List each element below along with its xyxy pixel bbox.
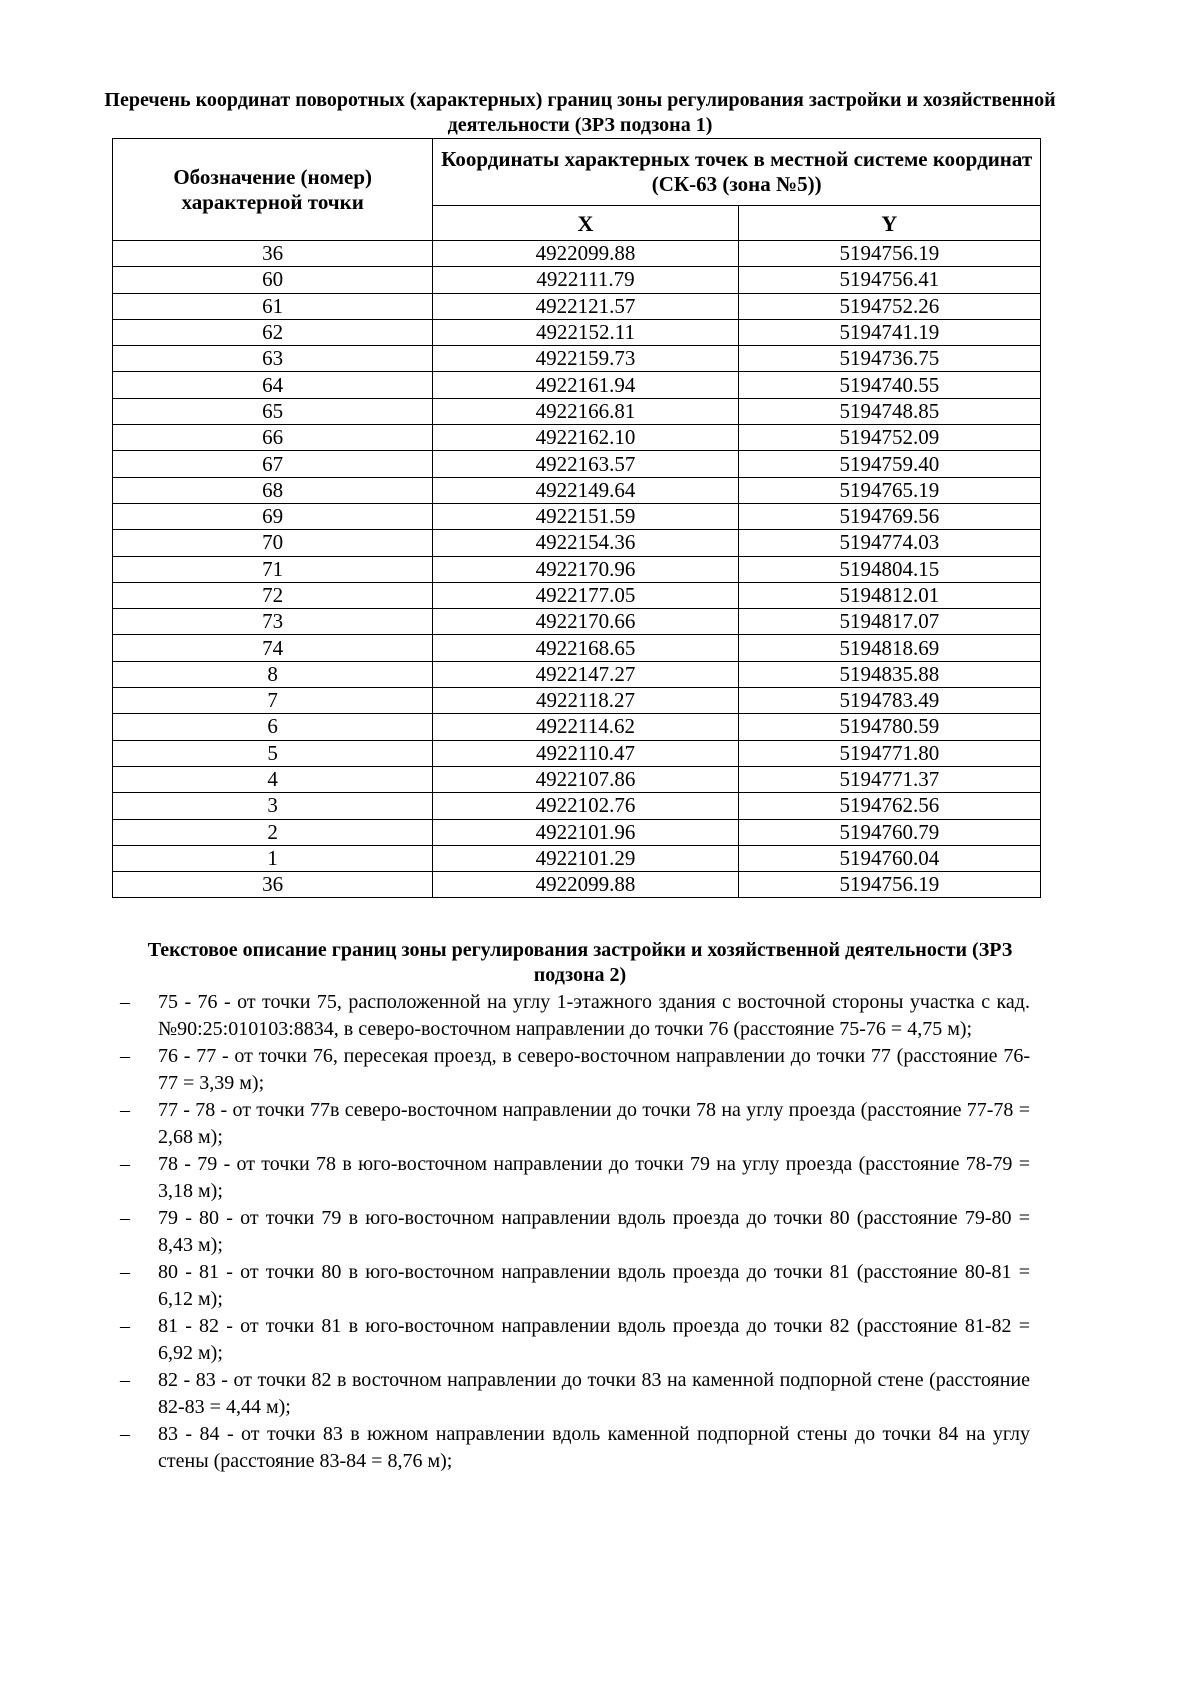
x-coordinate-cell: 4922099.88 <box>433 872 738 898</box>
x-coordinate-cell: 4922114.62 <box>433 714 738 740</box>
y-coordinate-cell: 5194762.56 <box>738 793 1040 819</box>
bullet-dash: – <box>120 991 130 1013</box>
bullet-dash: – <box>120 1369 130 1391</box>
coordinates-table-title: Перечень координат поворотных (характерных) границ зоны регулирования застройки и хозяйственной деятельности (ЗРЗ подзона 1) <box>104 89 1056 136</box>
bullet-dash: – <box>120 1261 130 1283</box>
point-number-cell: 62 <box>113 319 433 345</box>
point-number-cell: 3 <box>113 793 433 819</box>
y-coordinate-cell: 5194771.80 <box>738 740 1040 766</box>
y-coordinate-cell: 5194736.75 <box>738 346 1040 372</box>
point-number-header: Обозначение (номер) характерной точки <box>113 139 433 241</box>
point-number-cell: 64 <box>113 372 433 398</box>
x-coordinate-cell: 4922170.96 <box>433 556 738 582</box>
x-coordinate-cell: 4922121.57 <box>433 293 738 319</box>
y-coordinate-cell: 5194752.09 <box>738 425 1040 451</box>
point-number-cell: 65 <box>113 398 433 424</box>
point-number-cell: 66 <box>113 425 433 451</box>
y-coordinate-cell: 5194817.07 <box>738 609 1040 635</box>
y-coordinate-cell: 5194780.59 <box>738 714 1040 740</box>
bullet-dash: – <box>120 1099 130 1121</box>
table-row <box>113 872 1041 898</box>
point-number-cell: 70 <box>113 530 433 556</box>
boundary-segment-item <box>118 1097 1030 1151</box>
table-row <box>113 819 1041 845</box>
point-number-cell: 71 <box>113 556 433 582</box>
point-number-cell: 2 <box>113 819 433 845</box>
table-row <box>113 503 1041 529</box>
boundary-description-list <box>118 989 1030 1475</box>
coordinates-table-body <box>113 241 1041 898</box>
point-number-cell: 4 <box>113 766 433 792</box>
x-coordinate-cell: 4922099.88 <box>433 241 738 267</box>
boundary-segment-text: 79 - 80 - от точки 79 в юго-восточном направлении вдоль проезда до точки 80 (расстояние 79-80 = 8,43 м); <box>158 1207 1030 1256</box>
x-coordinate-cell: 4922152.11 <box>433 319 738 345</box>
point-number-cell: 7 <box>113 688 433 714</box>
boundary-segment-item <box>118 1421 1030 1475</box>
x-coordinate-cell: 4922110.47 <box>433 740 738 766</box>
boundary-segment-item <box>118 989 1030 1043</box>
point-number-cell: 63 <box>113 346 433 372</box>
table-row <box>113 293 1041 319</box>
boundary-segment-text: 75 - 76 - от точки 75, расположенной на углу 1-этажного здания с восточной стороны участка с кад. №90:25:010103:8834, в северо-восточном направлении до точки 76 (расстояние 75-76 = 4,75 м); <box>158 991 1030 1040</box>
x-coordinate-cell: 4922177.05 <box>433 582 738 608</box>
point-number-cell: 60 <box>113 267 433 293</box>
x-coordinate-cell: 4922168.65 <box>433 635 738 661</box>
y-coordinate-cell: 5194748.85 <box>738 398 1040 424</box>
boundary-segment-text: 82 - 83 - от точки 82 в восточном направлении до точки 83 на каменной подпорной стене (расстояние 82-83 = 4,44 м); <box>158 1369 1030 1418</box>
y-coordinate-cell: 5194765.19 <box>738 477 1040 503</box>
y-coordinate-cell: 5194756.41 <box>738 267 1040 293</box>
x-coordinate-cell: 4922154.36 <box>433 530 738 556</box>
x-coordinate-cell: 4922159.73 <box>433 346 738 372</box>
table-row <box>113 688 1041 714</box>
point-number-cell: 72 <box>113 582 433 608</box>
x-coordinate-cell: 4922151.59 <box>433 503 738 529</box>
bullet-dash: – <box>120 1423 130 1445</box>
x-coordinate-cell: 4922111.79 <box>433 267 738 293</box>
point-number-cell: 36 <box>113 241 433 267</box>
x-coordinate-cell: 4922118.27 <box>433 688 738 714</box>
y-coordinate-cell: 5194774.03 <box>738 530 1040 556</box>
point-number-cell: 67 <box>113 451 433 477</box>
bullet-dash: – <box>120 1045 130 1067</box>
point-number-cell: 6 <box>113 714 433 740</box>
table-row <box>113 766 1041 792</box>
y-coordinate-cell: 5194760.04 <box>738 845 1040 871</box>
y-coordinate-cell: 5194756.19 <box>738 241 1040 267</box>
boundary-segment-item <box>118 1259 1030 1313</box>
x-coordinate-cell: 4922162.10 <box>433 425 738 451</box>
point-number-cell: 74 <box>113 635 433 661</box>
table-row <box>113 477 1041 503</box>
x-coordinate-cell: 4922107.86 <box>433 766 738 792</box>
boundary-segment-item <box>118 1151 1030 1205</box>
point-number-cell: 68 <box>113 477 433 503</box>
table-row <box>113 241 1041 267</box>
x-coordinate-cell: 4922163.57 <box>433 451 738 477</box>
boundary-segment-item <box>118 1205 1030 1259</box>
boundary-segment-item <box>118 1367 1030 1421</box>
point-number-cell: 61 <box>113 293 433 319</box>
point-number-cell: 5 <box>113 740 433 766</box>
y-coordinate-cell: 5194812.01 <box>738 582 1040 608</box>
boundary-segment-text: 77 - 78 - от точки 77в северо-восточном направлении до точки 78 на углу проезда (расстояние 77-78 = 2,68 м); <box>158 1099 1030 1148</box>
y-coordinate-cell: 5194835.88 <box>738 661 1040 687</box>
boundary-segment-item <box>118 1313 1030 1367</box>
bullet-dash: – <box>120 1153 130 1175</box>
y-header: Y <box>738 206 1040 241</box>
x-coordinate-cell: 4922101.29 <box>433 845 738 871</box>
table-row <box>113 267 1041 293</box>
table-row <box>113 845 1041 871</box>
x-header: X <box>433 206 738 241</box>
table-row <box>113 319 1041 345</box>
boundary-segment-text: 80 - 81 - от точки 80 в юго-восточном направлении вдоль проезда до точки 81 (расстояние 80-81 = 6,12 м); <box>158 1261 1030 1310</box>
boundary-segment-text: 83 - 84 - от точки 83 в южном направлении вдоль каменной подпорной стены до точки 84 на углу стены (расстояние 83-84 = 8,76 м); <box>158 1423 1030 1472</box>
table-row <box>113 582 1041 608</box>
x-coordinate-cell: 4922149.64 <box>433 477 738 503</box>
table-row <box>113 530 1041 556</box>
y-coordinate-cell: 5194756.19 <box>738 872 1040 898</box>
y-coordinate-cell: 5194783.49 <box>738 688 1040 714</box>
y-coordinate-cell: 5194771.37 <box>738 766 1040 792</box>
boundary-segment-item <box>118 1043 1030 1097</box>
table-row <box>113 635 1041 661</box>
table-row <box>113 714 1041 740</box>
table-row <box>113 740 1041 766</box>
point-number-cell: 73 <box>113 609 433 635</box>
table-row <box>113 346 1041 372</box>
y-coordinate-cell: 5194804.15 <box>738 556 1040 582</box>
text-description-title: Текстовое описание границ зоны регулирования застройки и хозяйственной деятельности (ЗРЗ подзона 2) <box>147 939 1013 986</box>
x-coordinate-cell: 4922161.94 <box>433 372 738 398</box>
x-coordinate-cell: 4922170.66 <box>433 609 738 635</box>
table-row <box>113 793 1041 819</box>
point-number-cell: 36 <box>113 872 433 898</box>
x-coordinate-cell: 4922166.81 <box>433 398 738 424</box>
x-coordinate-cell: 4922101.96 <box>433 819 738 845</box>
x-coordinate-cell: 4922102.76 <box>433 793 738 819</box>
table-row <box>113 372 1041 398</box>
point-number-cell: 69 <box>113 503 433 529</box>
y-coordinate-cell: 5194760.79 <box>738 819 1040 845</box>
table-row <box>113 398 1041 424</box>
table-row <box>113 425 1041 451</box>
table-row <box>113 556 1041 582</box>
point-number-cell: 1 <box>113 845 433 871</box>
table-row <box>113 661 1041 687</box>
table-row <box>113 609 1041 635</box>
y-coordinate-cell: 5194740.55 <box>738 372 1040 398</box>
bullet-dash: – <box>120 1315 130 1337</box>
x-coordinate-cell: 4922147.27 <box>433 661 738 687</box>
table-row <box>113 451 1041 477</box>
boundary-segment-text: 81 - 82 - от точки 81 в юго-восточном направлении вдоль проезда до точки 82 (расстояние 81-82 = 6,92 м); <box>158 1315 1030 1364</box>
y-coordinate-cell: 5194752.26 <box>738 293 1040 319</box>
y-coordinate-cell: 5194741.19 <box>738 319 1040 345</box>
coordinates-table <box>112 138 1041 898</box>
coordinates-header: Координаты характерных точек в местной системе координат (СК-63 (зона №5)) <box>433 139 1041 206</box>
boundary-segment-text: 76 - 77 - от точки 76, пересекая проезд, в северо-восточном направлении до точки 77 (расстояние 76-77 = 3,39 м); <box>158 1045 1030 1094</box>
point-number-cell: 8 <box>113 661 433 687</box>
bullet-dash: – <box>120 1207 130 1229</box>
y-coordinate-cell: 5194818.69 <box>738 635 1040 661</box>
boundary-segment-text: 78 - 79 - от точки 78 в юго-восточном направлении до точки 79 на углу проезда (расстояние 78-79 = 3,18 м); <box>158 1153 1030 1202</box>
y-coordinate-cell: 5194759.40 <box>738 451 1040 477</box>
y-coordinate-cell: 5194769.56 <box>738 503 1040 529</box>
